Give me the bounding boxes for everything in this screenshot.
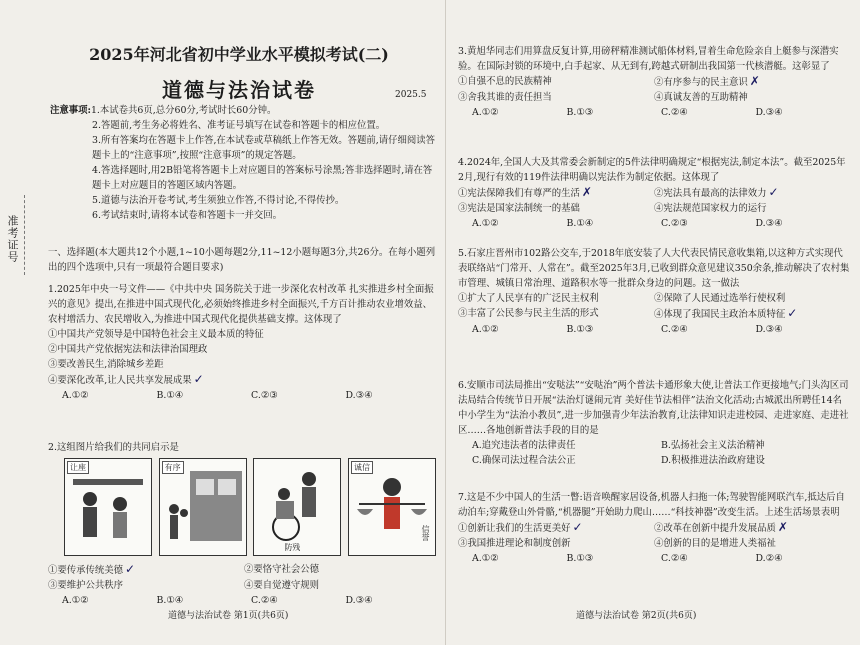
check-mark-icon: ✓ [125,562,136,576]
choice: D.③④ [755,107,783,118]
notice-block [50,103,438,223]
figure-give-seat [64,458,152,556]
option: ④要自觉遵守规则 [244,580,320,591]
notice-item: 1.本试卷共6页,总分60分,考试时长60分钟。 [90,105,277,116]
check-mark-icon: ✓ [572,520,583,534]
figure-orderly [159,458,247,556]
check-mark-icon: ✓ [193,372,204,386]
option: ①宪法保障我们有尊严的生活 [458,188,580,199]
question-3 [458,44,850,120]
choice: B.①④ [156,595,184,606]
question-7 [458,490,850,566]
figure-label: 有序 [162,461,184,474]
choice: C.②④ [661,553,688,564]
option: ④体现了我国民主政治本质特征 [654,309,786,320]
choice: C.②④ [661,324,688,335]
option: C.确保司法过程合法公正 [472,455,576,466]
check-mark-icon: ✓ [768,185,779,199]
option: ①自强不息的民族精神 [458,76,552,87]
admission-number-label: 准考证号 [6,215,19,263]
option: B.弘扬社会主义法治精神 [661,440,765,451]
notice-label: 注意事项: [50,105,91,116]
exam-date: 2025.5 [395,90,427,100]
option: ①中国共产党领导是中国特色社会主义最本质的特征 [48,329,264,340]
option: ③我国推进理论和制度创新 [458,538,571,549]
question-1 [48,282,440,403]
section-heading: 一、选择题(本大题共12个小题,1~10小题每题2分,11~12小题每题3分,共26分。在每小题列出的四个选项中,只有一项最符合题目要求) [48,247,436,273]
question-6 [458,378,850,468]
choice: A.①② [472,324,499,335]
option: ②宪法具有最高的法律效力 [654,188,767,199]
question-stem: 1.2025年中央一号文件——《中共中央 国务院关于进一步深化农村改革 扎实推进乡村全面振兴的意见》提出,在推进中国式现代化,必须始终推进乡村全面振兴,千方百计推动农业增效益、农村增活力、农民增收入,为推进中国式现代化提供基础支撑。这体现了 [48,284,434,325]
option: ①扩大了人民享有的广泛民主权利 [458,293,599,304]
choice: B.①④ [156,390,184,401]
option: ④要深化改革,让人民共享发展成果 [48,375,192,386]
figure-label: 信誉 [420,525,430,541]
choice: B.①④ [566,218,594,229]
page-right [445,0,860,645]
binding-line [24,195,25,275]
figure-label: 防残 [284,543,301,552]
question-2-figures [64,458,436,558]
option: ④创新的目的是增进人类福祉 [654,538,776,549]
option: ①创新让我们的生活更美好 [458,523,571,534]
choice: C.②③ [251,390,278,401]
question-2-options [48,562,440,608]
question-stem: 4.2024年,全国人大及其常委会新制定的5件法律明确规定“根据宪法,制定本法”。截至2025年2月,现行有效的119件法律明确以宪法作为制定依据。这体现了 [458,157,846,183]
choice: B.①③ [566,553,594,564]
figure-honesty [348,458,436,556]
check-mark-icon: ✓ [787,306,798,320]
option: ④真诚友善的互助精神 [654,92,748,103]
exam-title: 2025年河北省初中学业水平模拟考试(二) [89,45,389,64]
notice-item: 4.答选择题时,用2B铅笔将答题卡上对应题目的答案标号涂黑;答非选择题时,请在答题卡上对应题目的答题区域内答题。 [92,165,433,191]
question-stem: 6.安顺市司法局推出“安哒法”“安哒治”两个普法卡通形象大使,让普法工作更接地气;门头沟区司法局结合传统节日开展“法治灯谜闹元宵 美好佳节法相伴”法治文化活动;古城派出所聘任14名中小学生为“法治小教员”,进一步加强青少年法治教育,让法律知识走进校园、走进家庭、走进社区……各地创新普法手段的目的是 [458,380,849,436]
option: ③宪法是国家法制统一的基础 [458,203,580,214]
choice: D.③④ [755,218,783,229]
subject-title: 道德与法治试卷 [162,78,316,102]
option: ④宪法规范国家权力的运行 [654,203,767,214]
page-footer: 道德与法治试卷 第1页(共6页) [168,611,289,621]
option: ③要维护公共秩序 [48,580,124,591]
option: A.追究违法者的法律责任 [472,440,576,451]
option: ②中国共产党依据宪法和法律治国理政 [48,344,208,355]
choice: C.②③ [661,218,688,229]
question-2-stem: 2.这组图片给我们的共同启示是 [48,442,179,453]
choice: A.①② [62,595,89,606]
choice: A.①② [472,218,499,229]
choice: D.③④ [755,324,783,335]
choice: A.①② [62,390,89,401]
choice: A.①② [472,107,499,118]
question-stem: 3.黄旭华同志们用算盘反复计算,用磅秤精准测试船体材料,冒着生命危险亲自上艇参与深潜实验。在国际封锁的环境中,白手起家、从无到有,跨越式研制出我国第一代核潜艇。这彰显了 [458,46,839,72]
notice-item: 6.考试结束时,请将本试卷和答题卡一并交回。 [92,210,283,221]
choice: C.②④ [661,107,688,118]
option: ②改革在创新中提升发展品质 [654,523,776,534]
cross-mark-icon: ✗ [581,185,592,199]
choice: B.①③ [566,324,594,335]
choice: A.①② [472,553,499,564]
question-5 [458,246,850,337]
option: D.积极推进法治政府建设 [661,455,765,466]
notice-item: 3.所有答案均在答题卡上作答,在本试卷或草稿纸上作答无效。答题前,请仔细阅读答题卡上的“注意事项”,按照“注意事项”的规定答题。 [92,135,436,161]
question-4 [458,155,850,231]
option: ③舍我其谁的责任担当 [458,92,552,103]
option: ③要改善民生,消除城乡差距 [48,359,164,370]
option: ②有序参与的民主意识 [654,77,748,88]
choice: C.②④ [251,595,278,606]
cross-mark-icon: ✗ [749,74,760,88]
option: ③丰富了公民参与民主生活的形式 [458,308,599,319]
choice: D.③④ [345,595,373,606]
option: ②保障了人民通过选举行使权利 [654,293,786,304]
choice: D.③④ [345,390,373,401]
cross-mark-icon: ✗ [777,520,788,534]
question-stem: 7.这是不少中国人的生活一瞥:语音唤醒家居设备,机器人扫拖一体;驾驶智能网联汽车,抵达后自动泊车;穿戴登山外骨骼,“机器腿”开始助力爬山……“科技神器”改变生活。上述生活场景表明 [458,492,845,518]
notice-item: 2.答题前,考生务必将姓名、准考证号填写在试卷和答题卡的相应位置。 [92,120,386,131]
option: ②要恪守社会公德 [244,564,320,575]
figure-label: 让座 [67,461,89,474]
choice: B.①③ [566,107,594,118]
notice-item: 5.道德与法治开卷考试,考生须独立作答,不得讨论,不得传抄。 [92,195,345,206]
page-footer: 道德与法治试卷 第2页(共6页) [576,611,697,621]
option: ①要传承传统美德 [48,565,124,576]
choice: D.②④ [755,553,783,564]
figure-wheelchair [253,458,341,556]
question-stem: 5.石家庄晋州市102路公交车,于2018年底安装了人大代表民情民意收集箱,以这种方式实现代表联络站“门常开、人常在”。截至2025年3月,已收到群众意见建议350余条,推动解决了农村集市管理、城镇日常治理、道路积水等一批群众身边的问题。这一做法 [458,248,850,289]
wheelchair-icon [254,459,340,555]
figure-label: 诚信 [351,461,373,474]
